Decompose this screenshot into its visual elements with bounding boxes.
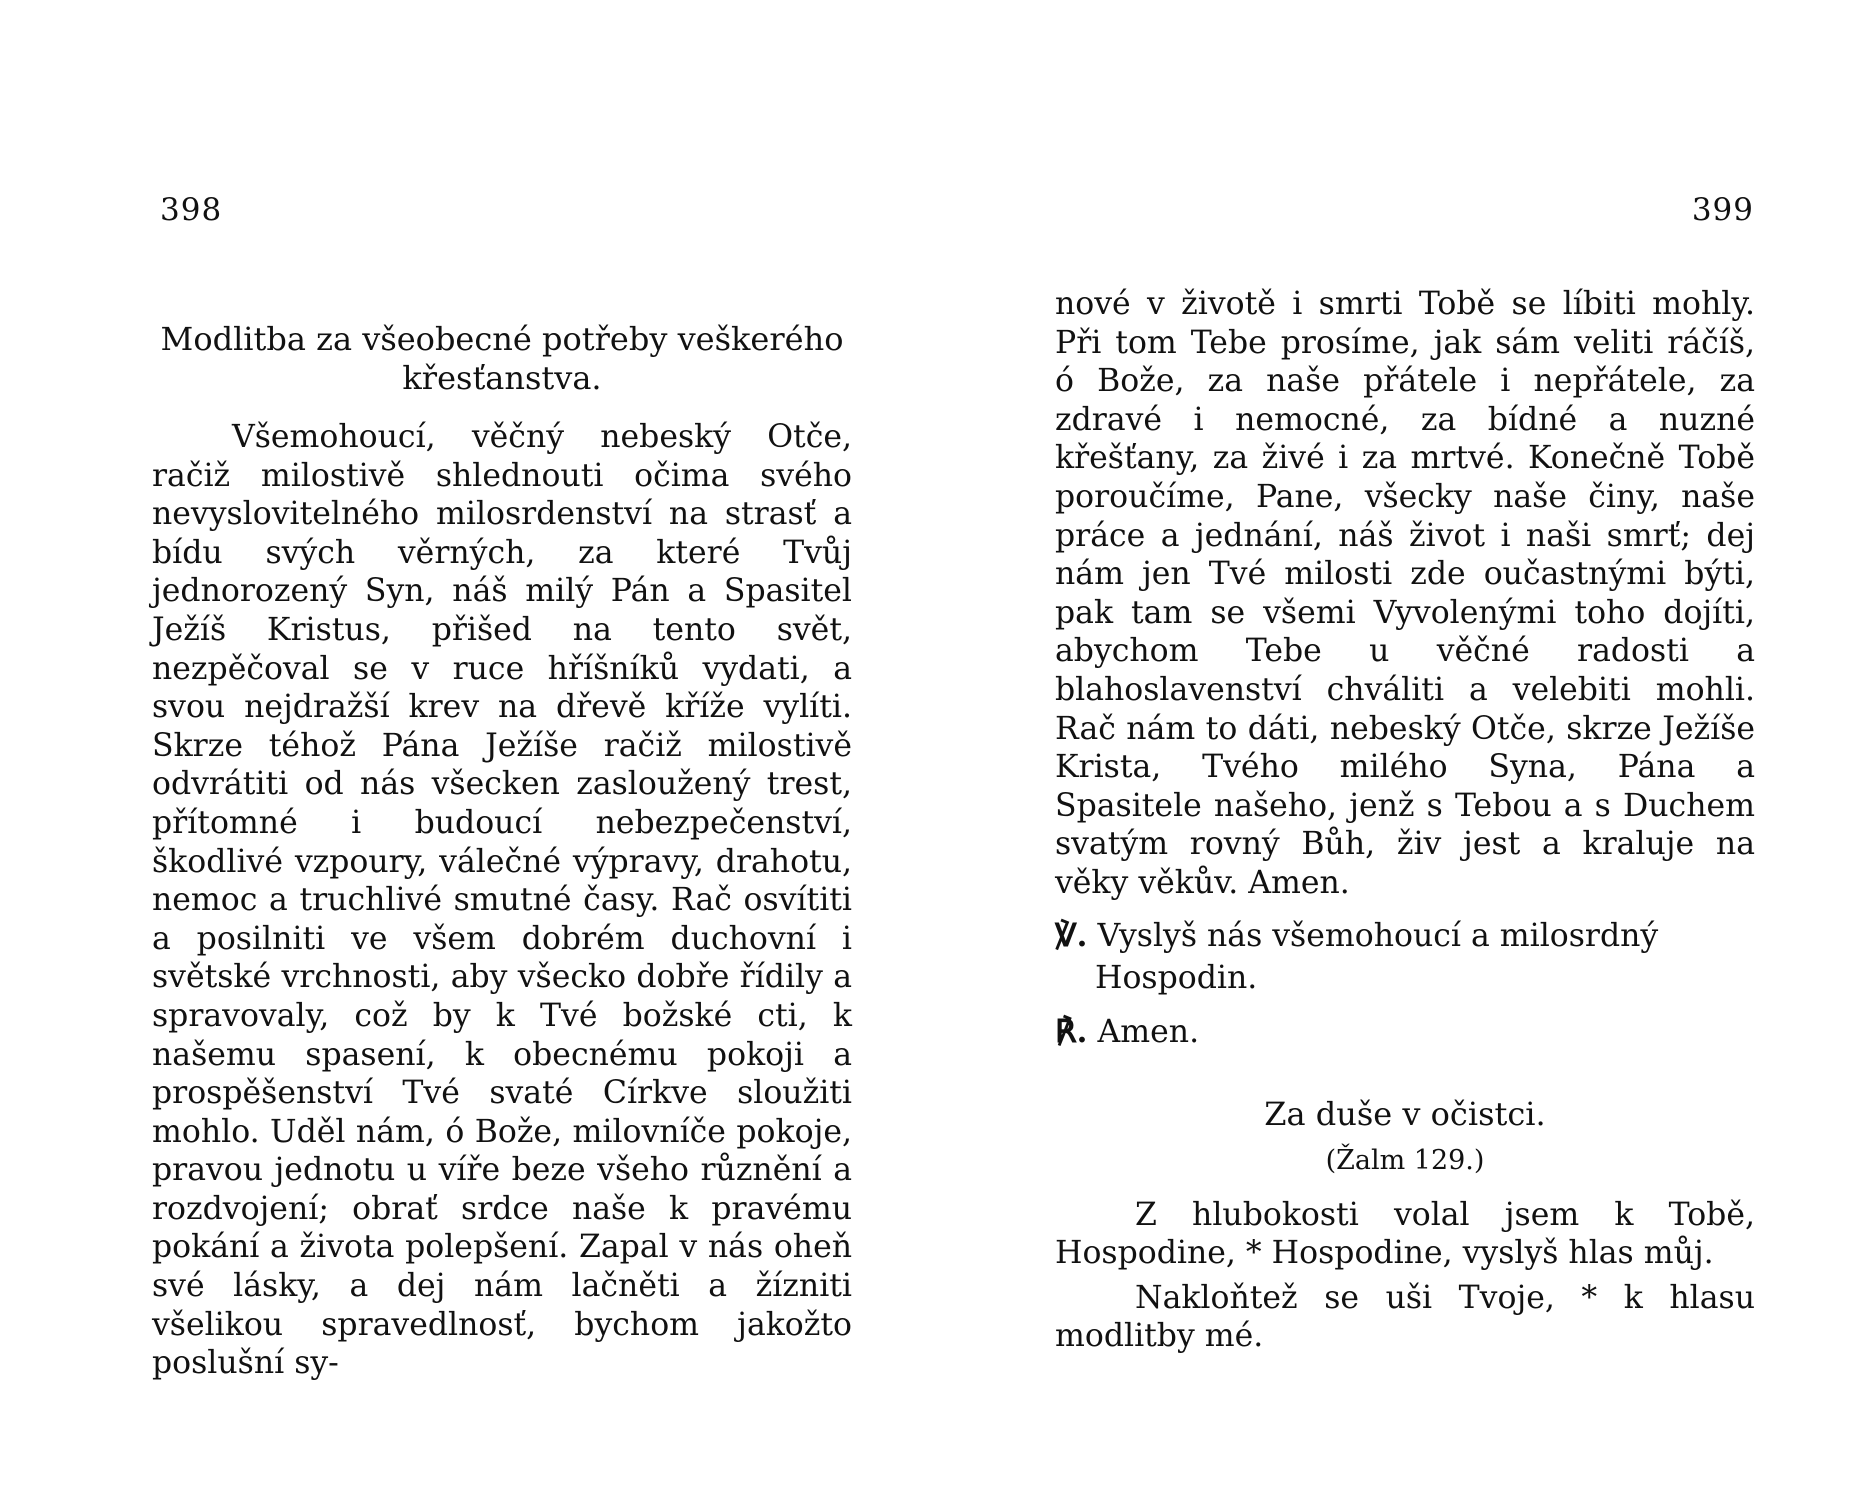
response-symbol: ℟. [1055,1012,1088,1050]
versicle-text: Vyslyš nás všemohoucí a milosrdný Hospodin. [1095,917,1659,996]
prayer-title: Modlitba za všeobecné potřeby veškerého křesťanstva. [160,320,844,397]
page-number-right: 399 [1691,192,1754,228]
psalm-verse-1: Z hlubokosti volal jsem k Tobě, Hospodine, * Hospodine, vyslyš hlas můj. [1055,1196,1755,1272]
response [1055,1011,1755,1053]
section-title: Za duše v očistci. [1264,1094,1546,1133]
left-text-block [152,320,852,1383]
versicle [1055,915,1755,999]
versicle-symbol: ℣. [1055,916,1088,954]
page-number-left: 398 [160,192,223,228]
prayer-continuation: nové v životě i smrti Tobě se líbiti mohly. Při tom Tebe prosíme, jak sám veliti ráčíš, ó Bože, za naše přátele i nepřátele, za zdravé i nemocné, za bídné a nuzné křešťany, za živé i za mrtvé. Konečně Tobě poroučíme, Pane, všecky naše činy, naše práce a jednání, náš život i naši smrť; dej nám jen Tvé milosti zde oučastnými býti, pak tam se všemi Vyvolenými toho dojíti, abychom Tebe u věčné radosti a blahoslavenství chváliti a velebiti mohli. Rač nám to dáti, nebeský Otče, skrze Ježíše Krista, Tvého milého Syna, Pána a Spasitele našeho, jenž s Tebou a s Duchem svatým rovný Bůh, živ jest a kraluje na věky věkův. Amen. [1055,286,1755,901]
psalm-verse-2: Nakloňtež se uši Tvoje, * k hlasu modlitby mé. [1055,1279,1755,1355]
prayer-body: Všemohoucí, věčný nebeský Otče, račiž milostivě shlednouti očima svého nevyslovitelného milosrdenství na strasť a bídu svých věrných, za které Tvůj jednorozený Syn, náš milý Pán a Spasitel Ježíš Kristus, přišed na tento svět, nezpěčoval se v ruce hříšníků vydati, a svou nejdražší krev na dřevě kříže vylíti. Skrze téhož Pána Ježíše račiž milostivě odvrátiti od nás všecken zasloužený trest, přítomné i budoucí nebezpečenství, škodlivé vzpoury, válečné výpravy, drahotu, nemoc a truchlivé smutné časy. Rač osvítiti a posilniti ve všem dobrém duchovní i světské vrchnosti, aby všecko dobře řídily a spravovaly, což by k Tvé božské cti, k našemu spasení, k obecnému pokoji a prospěšenství Tvé svaté Církve sloužiti mohlo. Uděl nám, ó Bože, milovníče pokoje, pravou jednotu u víře beze všeho různění a rozdvojení; obrať srdce naše k pravému pokání a života polepšení. Zapal v nás oheň své lásky, a dej nám lačněti a žízniti všelikou spravedlnosť, bychom jakožto poslušní sy- [152,419,852,1382]
right-text-block [1055,285,1755,1356]
section-subtitle: (Žalm 129.) [1325,1144,1485,1176]
response-text: Amen. [1097,1013,1200,1050]
